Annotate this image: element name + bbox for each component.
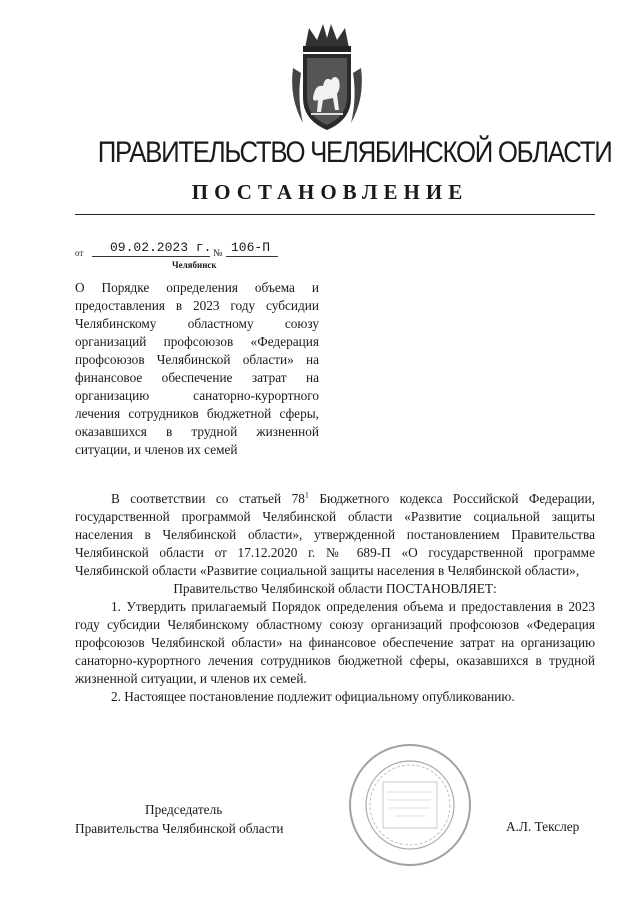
signer-title-line-1: Председатель — [145, 802, 223, 817]
header-divider — [75, 214, 595, 215]
city-name: Челябинск — [172, 260, 217, 270]
item-2: 2. Настоящее постановление подлежит официальному опубликованию. — [111, 689, 515, 704]
number-sign: № — [213, 248, 223, 259]
number-underline — [226, 256, 278, 257]
document-body — [75, 490, 595, 706]
coat-of-arms-emblem — [287, 18, 367, 138]
document-type: ПОСТАНОВЛЕНИЕ — [191, 180, 469, 204]
document-subject: О Порядке определения объема и предоставления в 2023 году субсидии Челябинскому областному союзу организаций профсоюзов «Федерация профсоюзов Челябинской области» на финансовое обеспечение затрат на организацию санаторно-курортного лечения сотрудников бюджетной сферы, оказавшихся в трудной жизненной ситуации, и членов их семей — [75, 280, 319, 457]
signer-title-line-2: Правительства Челябинской области — [75, 821, 284, 836]
official-seal-stamp — [345, 740, 475, 870]
government-title: ПРАВИТЕЛЬСТВО ЧЕЛЯБИНСКОЙ ОБЛАСТИ — [97, 136, 612, 169]
item-1: 1. Утвердить прилагаемый Порядок определения объема и предоставления в 2023 году субсидии Челябинскому областному союзу организаций профсоюзов «Федерация профсоюзов Челябинской области» на финансовое обеспечение затрат на организацию санаторно-курортного лечения сотрудников бюджетной сферы, оказавшихся в трудной жизненной ситуации, и членов их семей. — [75, 599, 595, 686]
signer-title — [75, 800, 335, 838]
date-underline — [92, 256, 210, 257]
preamble-paragraph: В соответствии со статьей $78^1$ Бюджетного кодекса Российской Федерации, государственной программой Челябинской области «Развитие социальной защиты населения в Челябинской области», утвержденной постановлением Правительства Челябинской области от 17.12.2020 г. № 689-П «О государственной программе Челябинской области «Развитие социальной защиты населения в Челябинской области», — [75, 490, 595, 578]
signer-name: А.Л. Текслер — [506, 819, 580, 834]
resolution-line: Правительство Челябинской области ПОСТАНОВЛЯЕТ: — [173, 581, 497, 596]
document-date: 09.02.2023 г. — [110, 240, 212, 255]
date-prefix: от — [75, 248, 84, 258]
document-number: 106-П — [231, 240, 271, 255]
